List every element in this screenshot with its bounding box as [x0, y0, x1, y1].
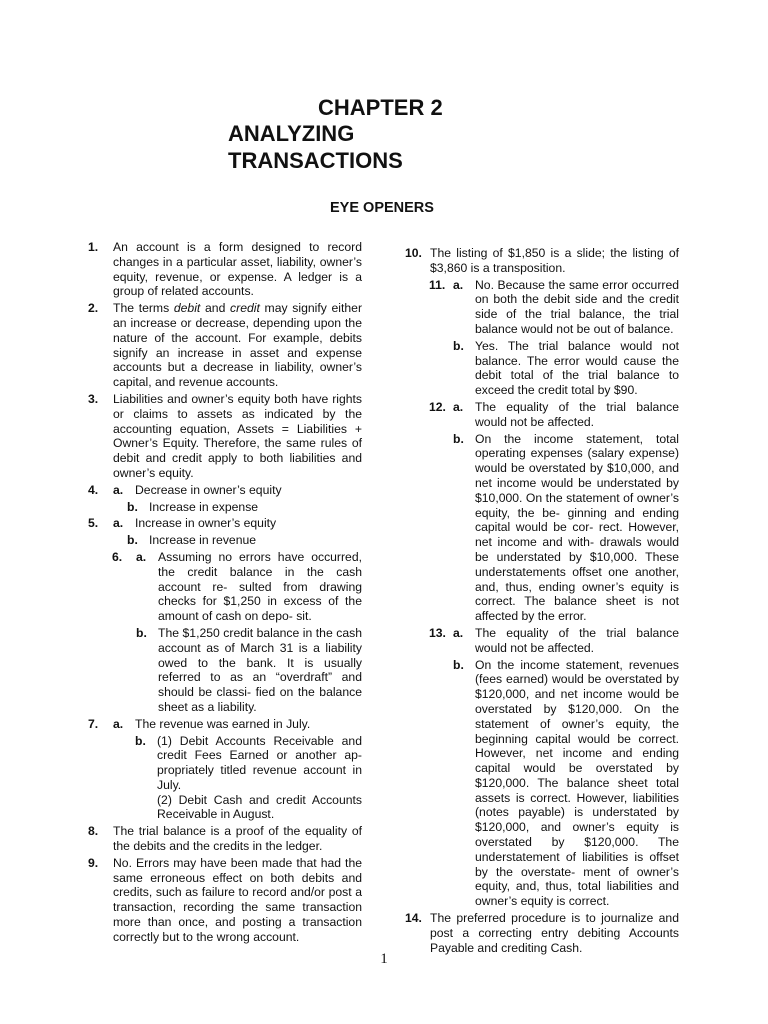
answer-number: 7. — [88, 716, 99, 731]
part-text: Decrease in owner’s equity — [135, 482, 282, 497]
answer-7b — [135, 734, 362, 823]
part-label: b. — [453, 431, 464, 446]
part-label: b. — [453, 657, 464, 672]
part-text: Increase in owner’s equity — [135, 516, 277, 531]
answer-text-mid: and — [200, 301, 231, 316]
answer-number: 5. — [88, 516, 99, 531]
answer-text: The listing of $1,850 is a slide; the listing of $3,860 is a transposition. — [430, 246, 679, 275]
part-text: The $1,250 credit balance in the cash account as of March 31 is a liability owed to the bank. It is usually referred to as an “overdraft” and should be classi- fied on the balance sheet as a liability. — [158, 625, 362, 714]
answer-4a — [113, 483, 362, 498]
answer-number: 6. — [112, 549, 123, 564]
part-label: a. — [453, 625, 464, 640]
part-text: Yes. The trial balance would not balance. The error would cause the debit total of the trial balance to exceed the credit total by $90. — [475, 338, 679, 398]
chapter-title-line1: ANALYZING — [228, 121, 355, 146]
answer-9 — [88, 856, 362, 945]
answer-number: 2. — [88, 301, 99, 316]
part-label: b. — [453, 338, 464, 353]
answer-text-pre: The terms — [113, 301, 174, 316]
answer-number: 12. — [429, 399, 446, 414]
answer-13b — [453, 658, 679, 910]
answer-4b — [127, 500, 362, 515]
answer-number: 1. — [88, 240, 99, 254]
part-label: b. — [127, 533, 138, 548]
answer-text: Liabilities and owner’s equity both have rights or claims to assets as indicated by the accounting equation, Assets = Liabilities + Owner’s Equity. Therefore, the same rules of debit and credit apply to both liabilities and owner’s equity. — [113, 391, 362, 480]
answer-12a — [453, 400, 679, 430]
part-text: No. Because the same error occurred on both the debit side and the credit side of the trial balance, the trial balance would not be out of balance. — [475, 277, 679, 336]
answer-2 — [88, 301, 362, 390]
answer-text: The trial balance is a proof of the equality of the debits and the credits in the ledger. — [113, 824, 362, 854]
part-text: The revenue was earned in July. — [135, 716, 311, 731]
answer-text: An account is a form designed to record changes in a particular asset, liability, owner’s equity, revenue, or expense. A ledger is a group of related accounts. — [113, 240, 362, 299]
answer-text: No. Errors may have been made that had the same erroneous effect on both debits and credits, such as failure to record and/or post a transaction, recording the same transaction more than once, and posting a transaction correctly but to the wrong account. — [113, 855, 362, 944]
part-label: a. — [136, 549, 147, 564]
answer-number: 14. — [405, 911, 422, 926]
part-label: b. — [136, 625, 147, 640]
answer-13 — [405, 626, 679, 909]
answer-6a — [136, 550, 362, 624]
part-label: a. — [453, 277, 464, 292]
answer-number: 10. — [405, 246, 422, 260]
answer-text-post: may signify either an increase or decrease, depending upon the nature of the account. For example, debits signify an increase in asset and expense accounts but a decrease in liability, owner’s capital, and revenue accounts. — [113, 301, 363, 390]
answer-11b — [453, 339, 679, 398]
part-text: Assuming no errors have occurred, the credit balance in the cash account re- sulted from drawing checks for $1,250 in excess of the amount of cash on depo- sit. — [158, 549, 362, 624]
right-column — [405, 246, 679, 957]
answer-5 — [88, 516, 362, 548]
answer-7 — [88, 717, 362, 823]
part-label: a. — [453, 399, 464, 414]
section-heading: EYE OPENERS — [330, 200, 434, 216]
answer-10 — [405, 246, 679, 276]
answer-4 — [88, 483, 362, 515]
answer-11a — [453, 278, 679, 337]
chapter-heading: CHAPTER 2 — [318, 95, 443, 120]
answer-number: 9. — [88, 855, 99, 870]
answer-text: The preferred procedure is to journalize and post a correcting entry debiting Accounts Payable and crediting Cash. — [430, 911, 679, 955]
answer-12 — [405, 400, 679, 624]
answer-7a — [113, 717, 362, 732]
page-number: 1 — [380, 951, 388, 967]
part-text: Increase in revenue — [149, 533, 257, 548]
chapter-title-line2: TRANSACTIONS — [228, 148, 403, 173]
answer-5a — [113, 516, 362, 531]
part-text: The equality of the trial balance would not be affected. — [475, 399, 679, 429]
answer-6b — [136, 626, 362, 715]
part-text-2: (2) Debit Cash and credit Accounts Receivable in August. — [157, 792, 362, 822]
answer-number: 13. — [429, 625, 446, 640]
part-label: a. — [113, 516, 124, 531]
answer-13a — [453, 626, 679, 656]
answer-number: 11. — [429, 277, 446, 292]
answer-6 — [88, 550, 362, 715]
answer-number: 8. — [88, 824, 99, 839]
part-text: The equality of the trial balance would not be affected. — [475, 625, 679, 655]
left-column — [88, 240, 362, 947]
answer-14 — [405, 911, 679, 955]
part-text: On the income statement, revenues (fees earned) would be overstated by $120,000, and net income would be overstated by $120,000. On the statement of owner’s equity, the beginning capital would be correct. However, net income and ending capital would be overstated by $120,000. The balance sheet total assets is correct. However, liabilities (notes payable) is understated by $120,000, and owner’s equity is overstated by $120,000. The understatement of liabilities is offset by the overstate- ment of owner’s equity, and, thus, total liabilities and owner’s equity is correct. — [475, 657, 679, 909]
part-text-1: (1) Debit Accounts Receivable and credit Fees Earned or another ap- propriately titled revenue account in July. — [157, 733, 362, 792]
part-label: b. — [135, 733, 146, 748]
part-label: b. — [127, 499, 138, 514]
part-text: On the income statement, total operating expenses (salary expense) would be overstated by $10,000, and net income would be understated by $10,000. On the statement of owner’s equity, the be- ginning and ending capital would be cor- rect. However, net income and with- drawals would be understated by $10,000. These understatements offset one another, and, thus, ending owner’s equity is correct. The balance sheet is not affected by the error. — [475, 431, 679, 624]
term-credit: credit — [230, 301, 260, 316]
answer-5b — [127, 533, 362, 548]
part-text: Increase in expense — [149, 499, 259, 514]
answer-1 — [88, 240, 362, 299]
answer-11 — [405, 278, 679, 398]
answer-number: 4. — [88, 482, 99, 497]
part-label: a. — [113, 482, 124, 497]
part-label: a. — [113, 716, 124, 731]
answer-12b — [453, 432, 679, 624]
answer-number: 3. — [88, 391, 99, 406]
answer-8 — [88, 824, 362, 854]
term-debit: debit — [173, 301, 201, 316]
answer-3 — [88, 392, 362, 481]
